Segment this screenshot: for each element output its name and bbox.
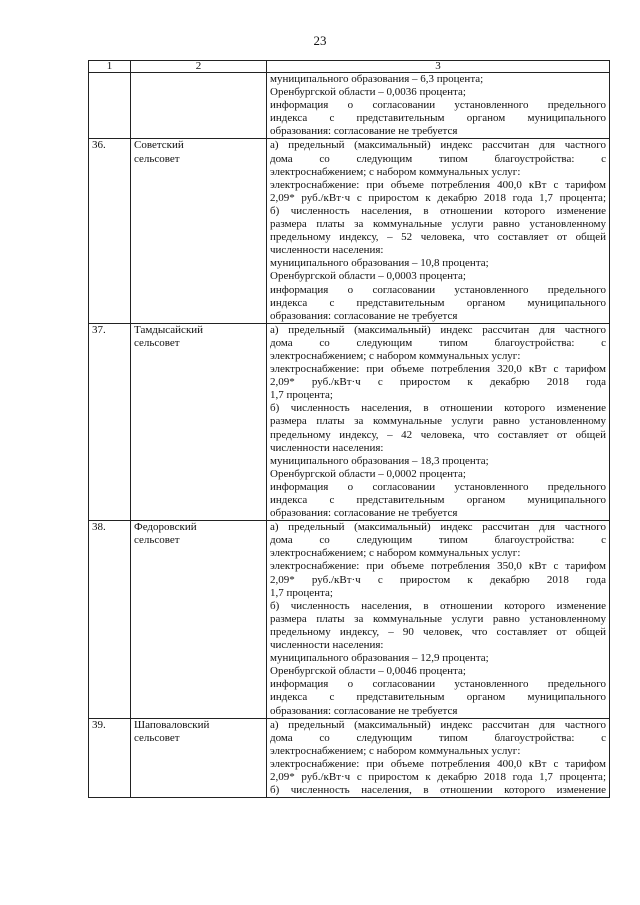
description-line: электроснабжение: при объеме потребления 400,0 кВт с тарифом bbox=[270, 178, 606, 191]
description-line: численности населения: bbox=[270, 244, 384, 257]
description-line: 2,09* руб./кВт·ч с приростом к декабрю 2018 года 1,7 процента; bbox=[270, 191, 606, 204]
description-line: муниципального образования – 18,3 процента; bbox=[270, 454, 489, 467]
settlement-name bbox=[131, 323, 267, 520]
description-line: Оренбургской области – 0,0002 процента; bbox=[270, 467, 466, 480]
description-line: численности населения: bbox=[270, 639, 384, 652]
settlement-name-line: сельсовет bbox=[134, 152, 180, 165]
settlement-name-line: Шаповаловский bbox=[134, 718, 210, 731]
description-line: электроснабжением; с набором коммунальных услуг: bbox=[270, 165, 521, 178]
description-line: а) предельный (максимальный) индекс рассчитан для частного bbox=[270, 139, 606, 152]
description-line: дома со следующим типом благоустройства: с bbox=[270, 336, 606, 349]
settlement-name bbox=[131, 718, 267, 798]
description-line: а) предельный (максимальный) индекс рассчитан для частного bbox=[270, 323, 606, 336]
description-line: 2,09* руб./кВт·ч с приростом к декабрю 2018 года bbox=[270, 573, 606, 586]
description-line: а) предельный (максимальный) индекс рассчитан для частного bbox=[270, 521, 606, 534]
row-number bbox=[89, 73, 131, 139]
settlement-name-line: Тамдысайский bbox=[134, 323, 204, 336]
header-col-2: 2 bbox=[131, 61, 267, 73]
row-number: 37. bbox=[89, 323, 131, 520]
description-line: б) численность населения, в отношении которого изменение bbox=[270, 784, 606, 797]
description-line: информация о согласовании установленного предельного bbox=[270, 480, 606, 493]
description-line: предельному индексу, – 42 человека, что составляет от общей bbox=[270, 428, 606, 441]
page-number: 23 bbox=[313, 33, 327, 48]
table-row bbox=[89, 521, 610, 718]
description-line: 2,09* руб./кВт·ч с приростом к декабрю 2018 года 1,7 процента; bbox=[270, 770, 606, 783]
description-line: численности населения: bbox=[270, 441, 384, 454]
description-line: образования: согласование не требуется bbox=[270, 507, 458, 520]
row-number: 36. bbox=[89, 139, 131, 323]
description-line: муниципального образования – 12,9 процента; bbox=[270, 652, 489, 665]
table-header-row bbox=[89, 61, 610, 73]
description-line: размера платы за коммунальные услуги равно установленному bbox=[270, 612, 606, 625]
settlement-name-line: сельсовет bbox=[134, 336, 180, 349]
row-number: 39. bbox=[89, 718, 131, 798]
table-row bbox=[89, 323, 610, 520]
description-line: индекса с представительным органом муниципального bbox=[270, 691, 606, 704]
description-line: электроснабжением; с набором коммунальных услуг: bbox=[270, 349, 521, 362]
description-line: предельному индексу, – 52 человека, что составляет от общей bbox=[270, 231, 606, 244]
settlement-name bbox=[131, 139, 267, 323]
table-row bbox=[89, 139, 610, 323]
description-line: б) численность населения, в отношении которого изменение bbox=[270, 599, 606, 612]
description-line: дома со следующим типом благоустройства: с bbox=[270, 152, 606, 165]
description-line: индекса с представительным органом муниципального bbox=[270, 112, 606, 125]
header-col-3: 3 bbox=[267, 61, 610, 73]
description-line: предельному индексу, – 90 человек, что составляет от общей bbox=[270, 625, 606, 638]
header-col-1: 1 bbox=[89, 61, 131, 73]
settlement-name-line: Федоровский bbox=[134, 521, 197, 534]
description-line: муниципального образования – 6,3 процента; bbox=[270, 73, 484, 85]
settlement-name bbox=[131, 521, 267, 718]
settlement-name-line: сельсовет bbox=[134, 731, 180, 744]
description-line: а) предельный (максимальный) индекс рассчитан для частного bbox=[270, 718, 606, 731]
settlement-name-line: Советский bbox=[134, 139, 184, 152]
description-line: информация о согласовании установленного предельного bbox=[270, 678, 606, 691]
description-line: Оренбургской области – 0,0003 процента; bbox=[270, 270, 466, 283]
table-row bbox=[89, 718, 610, 798]
description-line: индекса с представительным органом муниципального bbox=[270, 494, 606, 506]
description-line: электроснабжение: при объеме потребления 320,0 кВт с тарифом bbox=[270, 363, 606, 376]
description-line: образования: согласование не требуется bbox=[270, 309, 458, 322]
description-line: дома со следующим типом благоустройства: с bbox=[270, 534, 606, 547]
description-line: размера платы за коммунальные услуги равно установленному bbox=[270, 415, 606, 428]
description-line: б) численность населения, в отношении которого изменение bbox=[270, 402, 606, 415]
description-line: дома со следующим типом благоустройства: с bbox=[270, 731, 606, 744]
description-line: электроснабжение: при объеме потребления 350,0 кВт с тарифом bbox=[270, 560, 606, 573]
description-line: 2,09* руб./кВт·ч с приростом к декабрю 2018 года bbox=[270, 376, 606, 389]
settlement-name-line: сельсовет bbox=[134, 534, 180, 547]
description-line: информация о согласовании установленного предельного bbox=[270, 99, 606, 112]
description-cell bbox=[267, 323, 610, 520]
description-line: электроснабжением; с набором коммунальных услуг: bbox=[270, 744, 521, 757]
description-line: образования: согласование не требуется bbox=[270, 704, 458, 717]
description-line: электроснабжение: при объеме потребления 400,0 кВт с тарифом bbox=[270, 757, 606, 770]
description-line: информация о согласовании установленного предельного bbox=[270, 283, 606, 296]
description-line: Оренбургской области – 0,0046 процента; bbox=[270, 665, 466, 678]
description-line: индекса с представительным органом муниципального bbox=[270, 296, 606, 309]
description-line: размера платы за коммунальные услуги равно установленному bbox=[270, 218, 606, 231]
data-table bbox=[88, 60, 610, 798]
row-number: 38. bbox=[89, 521, 131, 718]
description-line: муниципального образования – 10,8 процента; bbox=[270, 257, 489, 270]
description-line: образования: согласование не требуется bbox=[270, 125, 458, 138]
description-cell bbox=[267, 139, 610, 323]
description-line: б) численность населения, в отношении которого изменение bbox=[270, 204, 606, 217]
description-line: Оренбургской области – 0,0036 процента; bbox=[270, 86, 466, 99]
description-line: электроснабжением; с набором коммунальных услуг: bbox=[270, 547, 521, 560]
description-cell bbox=[267, 521, 610, 718]
description-line: 1,7 процента; bbox=[270, 586, 333, 599]
settlement-name bbox=[131, 73, 267, 139]
description-line: 1,7 процента; bbox=[270, 389, 333, 402]
description-cell bbox=[267, 718, 610, 798]
description-cell bbox=[267, 73, 610, 139]
table-row bbox=[89, 73, 610, 139]
